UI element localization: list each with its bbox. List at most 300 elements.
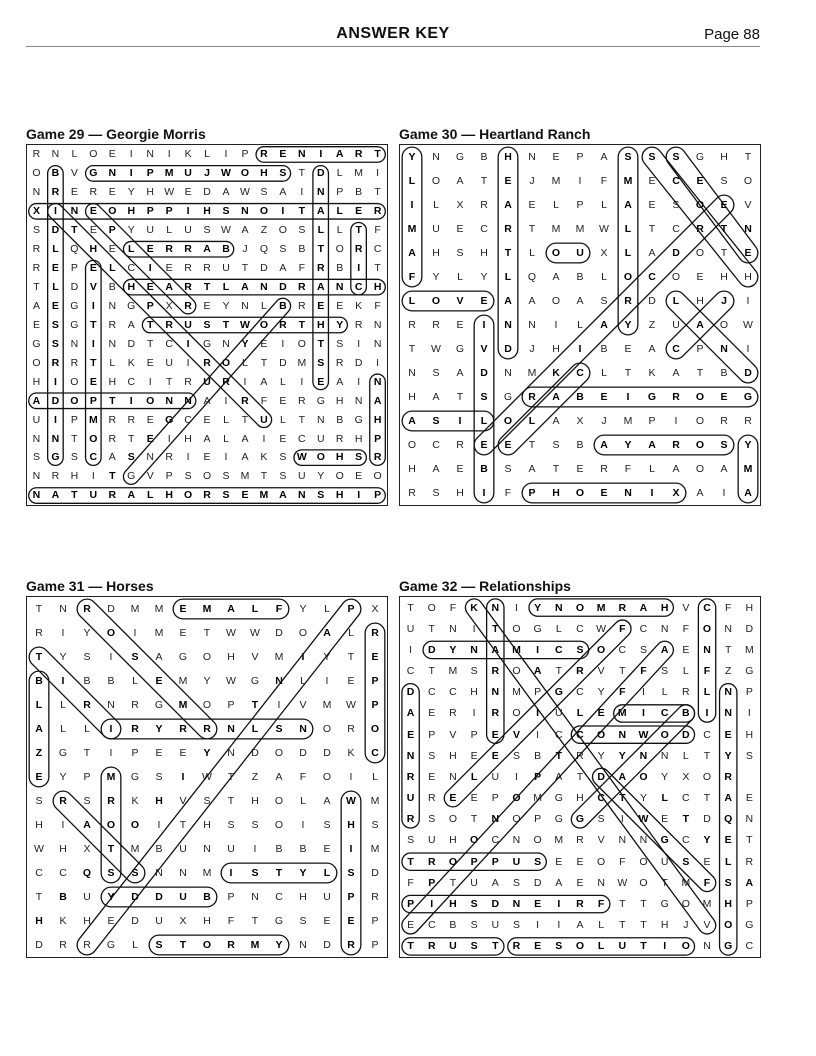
grid-cell: P	[371, 915, 379, 927]
grid-cell: C	[682, 792, 690, 805]
grid-cell: E	[407, 919, 415, 932]
grid-cell: O	[240, 167, 250, 180]
grid-cell: G	[70, 318, 79, 331]
grid-row	[400, 618, 760, 639]
grid-cell: O	[278, 224, 287, 237]
grid-row	[27, 297, 387, 316]
grid-cell: E	[428, 770, 436, 783]
grid-cell: R	[83, 603, 91, 615]
grid-cell: L	[336, 205, 343, 218]
grid-cell: I	[554, 319, 558, 331]
grid-cell: I	[642, 707, 645, 720]
grid-cell: R	[203, 723, 211, 735]
grid-cell: P	[241, 148, 249, 161]
grid-cell: I	[301, 651, 305, 663]
grid-cell: T	[251, 915, 259, 927]
grid-cell: T	[298, 167, 306, 180]
grid-cell: R	[32, 148, 41, 161]
grid-cell: C	[703, 601, 711, 614]
grid-row	[400, 409, 760, 433]
grid-cell: T	[504, 247, 512, 259]
grid-cell: E	[576, 876, 584, 889]
grid-row	[400, 457, 760, 481]
grid-cell: I	[53, 205, 57, 218]
grid-cell: R	[672, 439, 680, 451]
grid-cell: F	[703, 665, 711, 678]
grid-cell: A	[491, 643, 500, 656]
grid-cell: O	[448, 855, 458, 868]
grid-cell: R	[406, 770, 415, 783]
grid-cell: N	[639, 834, 648, 847]
grid-cell: U	[512, 855, 521, 868]
grid-cell: H	[373, 281, 382, 294]
grid-cell: C	[554, 728, 563, 741]
grid-cell: N	[298, 148, 306, 161]
grid-cell: A	[552, 415, 560, 427]
grid-row	[27, 278, 387, 297]
grid-cell: C	[406, 665, 415, 678]
grid-cell: Y	[618, 749, 626, 762]
grid-cell: P	[576, 151, 584, 163]
grid-cell: L	[408, 175, 416, 187]
word-search-grid	[399, 144, 761, 506]
grid-cell: H	[316, 318, 325, 331]
grid-cell: R	[512, 940, 521, 953]
grid-row	[400, 313, 760, 337]
grid-row	[400, 724, 760, 745]
grid-cell: N	[299, 939, 307, 951]
grid-cell: L	[336, 167, 343, 180]
grid-cell: H	[449, 834, 457, 847]
grid-cell: S	[222, 470, 230, 483]
grid-cell: R	[696, 223, 704, 235]
grid-cell: I	[167, 148, 171, 161]
grid-cell: S	[682, 855, 690, 868]
grid-cell: H	[720, 151, 728, 163]
grid-cell: H	[373, 413, 382, 426]
grid-cell: F	[619, 855, 626, 868]
grid-cell: I	[277, 699, 281, 711]
grid-cell: I	[253, 843, 257, 855]
grid-cell: L	[624, 223, 632, 235]
grid-cell: T	[576, 770, 584, 783]
grid-cell: U	[227, 843, 235, 855]
grid-cell: S	[661, 665, 669, 678]
grid-cell: L	[300, 675, 306, 687]
grid-cell: I	[148, 375, 152, 388]
grid-row	[27, 221, 387, 240]
grid-cell: G	[455, 343, 465, 355]
grid-cell: C	[576, 367, 584, 379]
grid-cell: Z	[35, 747, 43, 759]
grid-cell: X	[456, 199, 464, 211]
grid-cell: U	[184, 318, 192, 331]
grid-cell: S	[624, 151, 632, 163]
grid-cell: N	[373, 337, 382, 350]
grid-cell: R	[406, 813, 415, 826]
grid-cell: W	[599, 223, 609, 235]
grid-cell: P	[227, 699, 235, 711]
grid-cell: C	[275, 891, 283, 903]
grid-cell: T	[298, 205, 306, 218]
grid-cell: I	[129, 394, 133, 407]
grid-cell: N	[155, 867, 163, 879]
grid-cell: A	[408, 415, 416, 427]
grid-cell: M	[178, 675, 188, 687]
grid-cell: T	[317, 243, 324, 256]
grid-row	[27, 429, 387, 448]
grid-cell: T	[746, 834, 753, 847]
grid-cell: D	[316, 167, 325, 180]
grid-cell: M	[250, 939, 260, 951]
grid-cell: R	[347, 723, 355, 735]
grid-cell: T	[640, 897, 647, 910]
grid-cell: R	[427, 940, 436, 953]
grid-cell: A	[555, 876, 563, 889]
grid-row	[400, 265, 760, 289]
grid-cell: A	[672, 463, 680, 475]
grid-cell: P	[428, 876, 436, 889]
grid-cell: G	[89, 167, 98, 180]
grid-cell: O	[106, 819, 116, 831]
grid-cell: T	[428, 665, 435, 678]
grid-cell: T	[492, 622, 499, 635]
grid-cell: S	[131, 867, 139, 879]
grid-row	[400, 682, 760, 703]
grid-cell: R	[184, 299, 192, 312]
grid-cell: L	[324, 603, 330, 615]
grid-cell: I	[61, 819, 65, 831]
grid-cell: N	[146, 148, 154, 161]
grid-cell: I	[663, 940, 667, 953]
grid-cell: H	[408, 391, 416, 403]
grid-cell: H	[335, 394, 344, 407]
grid-cell: E	[323, 915, 331, 927]
grid-cell: S	[131, 651, 139, 663]
grid-cell: H	[744, 271, 752, 283]
grid-cell: A	[648, 343, 656, 355]
grid-cell: I	[281, 337, 285, 350]
grid-cell: N	[554, 601, 563, 614]
grid-cell: M	[178, 699, 188, 711]
grid-cell: N	[373, 375, 382, 388]
grid-cell: S	[83, 795, 91, 807]
grid-cell: R	[491, 665, 500, 678]
grid-cell: T	[703, 792, 711, 805]
grid-cell: T	[619, 919, 626, 932]
grid-cell: N	[70, 337, 79, 350]
grid-cell: U	[427, 834, 436, 847]
grid-cell: H	[155, 795, 163, 807]
grid-cell: R	[624, 295, 632, 307]
grid-cell: S	[720, 175, 728, 187]
grid-cell: A	[552, 271, 560, 283]
grid-row	[27, 861, 387, 885]
grid-row	[27, 145, 387, 164]
grid-row	[400, 289, 760, 313]
grid-cell: H	[504, 151, 512, 163]
grid-cell: M	[88, 413, 98, 426]
grid-cell: O	[316, 451, 325, 464]
grid-row	[27, 315, 387, 334]
grid-cell: F	[449, 601, 457, 614]
grid-cell: V	[597, 834, 605, 847]
grid-cell: P	[371, 699, 379, 711]
grid-cell: N	[260, 281, 268, 294]
grid-cell: I	[243, 375, 247, 388]
grid-cell: S	[552, 439, 560, 451]
grid-cell: G	[354, 413, 363, 426]
game-title: Game 31 — Horses	[26, 578, 154, 594]
grid-cell: T	[298, 318, 306, 331]
grid-cell: Y	[127, 224, 135, 237]
grid-cell: U	[554, 707, 563, 720]
grid-cell: T	[165, 375, 173, 388]
grid-cell: S	[470, 665, 478, 678]
grid-cell: A	[241, 224, 249, 237]
grid-cell: O	[274, 795, 284, 807]
grid-cell: I	[224, 394, 228, 407]
grid-cell: T	[347, 651, 355, 663]
grid-cell: I	[674, 415, 678, 427]
grid-cell: S	[251, 819, 259, 831]
grid-cell: M	[164, 167, 174, 180]
grid-cell: L	[682, 665, 689, 678]
grid-cell: L	[372, 771, 378, 783]
grid-cell: S	[371, 819, 379, 831]
grid-cell: G	[127, 299, 136, 312]
grid-cell: R	[59, 795, 67, 807]
grid-cell: P	[83, 771, 91, 783]
grid-cell: P	[534, 770, 542, 783]
grid-cell: L	[52, 243, 59, 256]
grid-row	[27, 885, 387, 909]
grid-cell: N	[660, 749, 669, 762]
grid-cell: G	[503, 391, 513, 403]
grid-row	[27, 717, 387, 741]
grid-cell: T	[179, 939, 187, 951]
grid-cell: R	[480, 199, 488, 211]
grid-cell: V	[299, 699, 307, 711]
grid-cell: S	[107, 867, 115, 879]
grid-cell: O	[32, 356, 41, 369]
grid-cell: A	[203, 394, 211, 407]
grid-cell: A	[323, 795, 331, 807]
grid-cell: B	[35, 675, 43, 687]
grid-cell: O	[274, 747, 284, 759]
grid-cell: I	[167, 432, 171, 445]
grid-cell: R	[51, 186, 60, 199]
grid-cell: I	[300, 186, 304, 199]
grid-cell: W	[346, 795, 356, 807]
grid-cell: P	[576, 199, 584, 211]
grid-cell: O	[297, 337, 306, 350]
grid-cell: S	[480, 391, 488, 403]
grid-cell: O	[551, 295, 561, 307]
grid-cell: I	[430, 897, 434, 910]
grid-cell: L	[336, 224, 343, 237]
grid-cell: U	[203, 375, 211, 388]
grid-cell: T	[470, 813, 478, 826]
grid-cell: A	[373, 394, 382, 407]
grid-cell: H	[127, 281, 136, 294]
grid-cell: N	[724, 707, 732, 720]
grid-cell: R	[203, 356, 211, 369]
grid-row	[400, 385, 760, 409]
grid-cell: H	[660, 919, 669, 932]
grid-cell: T	[275, 867, 283, 879]
grid-cell: I	[91, 470, 95, 483]
grid-cell: T	[241, 262, 249, 275]
grid-cell: D	[131, 891, 139, 903]
grid-cell: G	[274, 915, 284, 927]
grid-cell: F	[260, 394, 268, 407]
grid-cell: B	[275, 843, 283, 855]
grid-cell: L	[597, 940, 605, 953]
grid-cell: K	[552, 367, 560, 379]
grid-cell: N	[165, 394, 173, 407]
grid-cell: L	[457, 271, 463, 283]
grid-cell: T	[696, 367, 704, 379]
grid-cell: A	[279, 262, 287, 275]
grid-cell: E	[32, 318, 40, 331]
grid-row	[400, 597, 760, 618]
grid-cell: S	[639, 643, 647, 656]
grid-cell: E	[203, 299, 211, 312]
grid-cell: T	[407, 855, 414, 868]
grid-cell: C	[35, 867, 43, 879]
grid-cell: R	[427, 792, 436, 805]
grid-row	[400, 872, 760, 893]
grid-cell: S	[222, 205, 230, 218]
grid-cell: B	[534, 749, 542, 762]
grid-cell: B	[155, 843, 163, 855]
grid-cell: R	[184, 375, 192, 388]
grid-cell: G	[32, 337, 41, 350]
grid-cell: N	[108, 299, 117, 312]
grid-cell: D	[354, 356, 363, 369]
grid-cell: A	[672, 367, 680, 379]
grid-cell: E	[428, 707, 436, 720]
grid-cell: L	[649, 463, 655, 475]
grid-cell: U	[165, 356, 173, 369]
grid-cell: H	[552, 487, 560, 499]
grid-cell: B	[279, 299, 287, 312]
grid-cell: W	[617, 876, 628, 889]
grid-cell: I	[536, 919, 540, 932]
grid-cell: T	[682, 813, 690, 826]
grid-cell: Y	[449, 643, 457, 656]
grid-cell: S	[279, 451, 287, 464]
grid-cell: C	[354, 281, 363, 294]
grid-cell: E	[89, 205, 97, 218]
grid-cell: P	[745, 897, 753, 910]
grid-cell: D	[155, 891, 163, 903]
grid-cell: E	[480, 439, 488, 451]
grid-cell: O	[695, 415, 705, 427]
grid-cell: Y	[241, 337, 249, 350]
grid-cell: A	[456, 175, 464, 187]
grid-cell: I	[157, 819, 161, 831]
grid-cell: T	[720, 223, 728, 235]
grid-cell: E	[720, 391, 728, 403]
grid-cell: P	[371, 675, 379, 687]
grid-cell: A	[432, 391, 440, 403]
grid-cell: H	[432, 247, 440, 259]
grid-cell: J	[529, 343, 535, 355]
grid-cell: N	[299, 723, 307, 735]
grid-cell: E	[456, 223, 464, 235]
grid-cell: E	[260, 337, 268, 350]
grid-cell: M	[617, 707, 627, 720]
grid-cell: R	[108, 432, 117, 445]
grid-cell: N	[59, 603, 67, 615]
grid-cell: H	[83, 915, 91, 927]
grid-cell: M	[354, 167, 364, 180]
grid-cell: O	[32, 167, 41, 180]
grid-cell: E	[491, 749, 499, 762]
grid-cell: A	[155, 651, 163, 663]
grid-cell: I	[186, 451, 190, 464]
grid-cell: S	[299, 915, 307, 927]
grid-row	[400, 830, 760, 851]
grid-cell: H	[720, 271, 728, 283]
grid-cell: N	[179, 867, 187, 879]
grid-cell: D	[323, 747, 331, 759]
grid-cell: U	[406, 622, 415, 635]
word-search-grid	[26, 144, 388, 506]
grid-cell: R	[408, 487, 416, 499]
grid-cell: P	[70, 413, 78, 426]
grid-cell: T	[619, 897, 626, 910]
grid-cell: L	[661, 792, 668, 805]
grid-cell: H	[449, 749, 457, 762]
grid-cell: I	[262, 432, 266, 445]
grid-cell: N	[241, 205, 249, 218]
grid-cell: P	[648, 415, 656, 427]
grid-cell: S	[432, 367, 440, 379]
grid-cell: M	[575, 223, 585, 235]
grid-cell: F	[227, 915, 235, 927]
grid-cell: E	[108, 243, 116, 256]
grid-cell: M	[533, 792, 542, 805]
grid-cell: D	[672, 247, 680, 259]
grid-cell: I	[109, 651, 113, 663]
grid-row	[400, 745, 760, 766]
grid-cell: K	[648, 367, 656, 379]
grid-cell: A	[576, 919, 584, 932]
grid-cell: T	[260, 470, 268, 483]
grid-cell: V	[89, 281, 97, 294]
grid-cell: E	[70, 186, 78, 199]
grid-cell: M	[702, 897, 712, 910]
grid-cell: B	[83, 675, 91, 687]
grid-cell: R	[298, 299, 306, 312]
grid-cell: I	[319, 148, 323, 161]
grid-cell: M	[596, 601, 606, 614]
grid-cell: C	[672, 223, 680, 235]
grid-cell: N	[491, 813, 500, 826]
grid-cell: D	[299, 747, 307, 759]
grid-cell: Y	[624, 319, 632, 331]
grid-cell: R	[744, 415, 752, 427]
grid-cell: E	[491, 728, 499, 741]
grid-row	[400, 433, 760, 457]
grid-cell: T	[374, 148, 381, 161]
grid-cell: N	[32, 489, 41, 502]
grid-cell: I	[578, 175, 582, 187]
grid-cell: H	[470, 686, 478, 699]
